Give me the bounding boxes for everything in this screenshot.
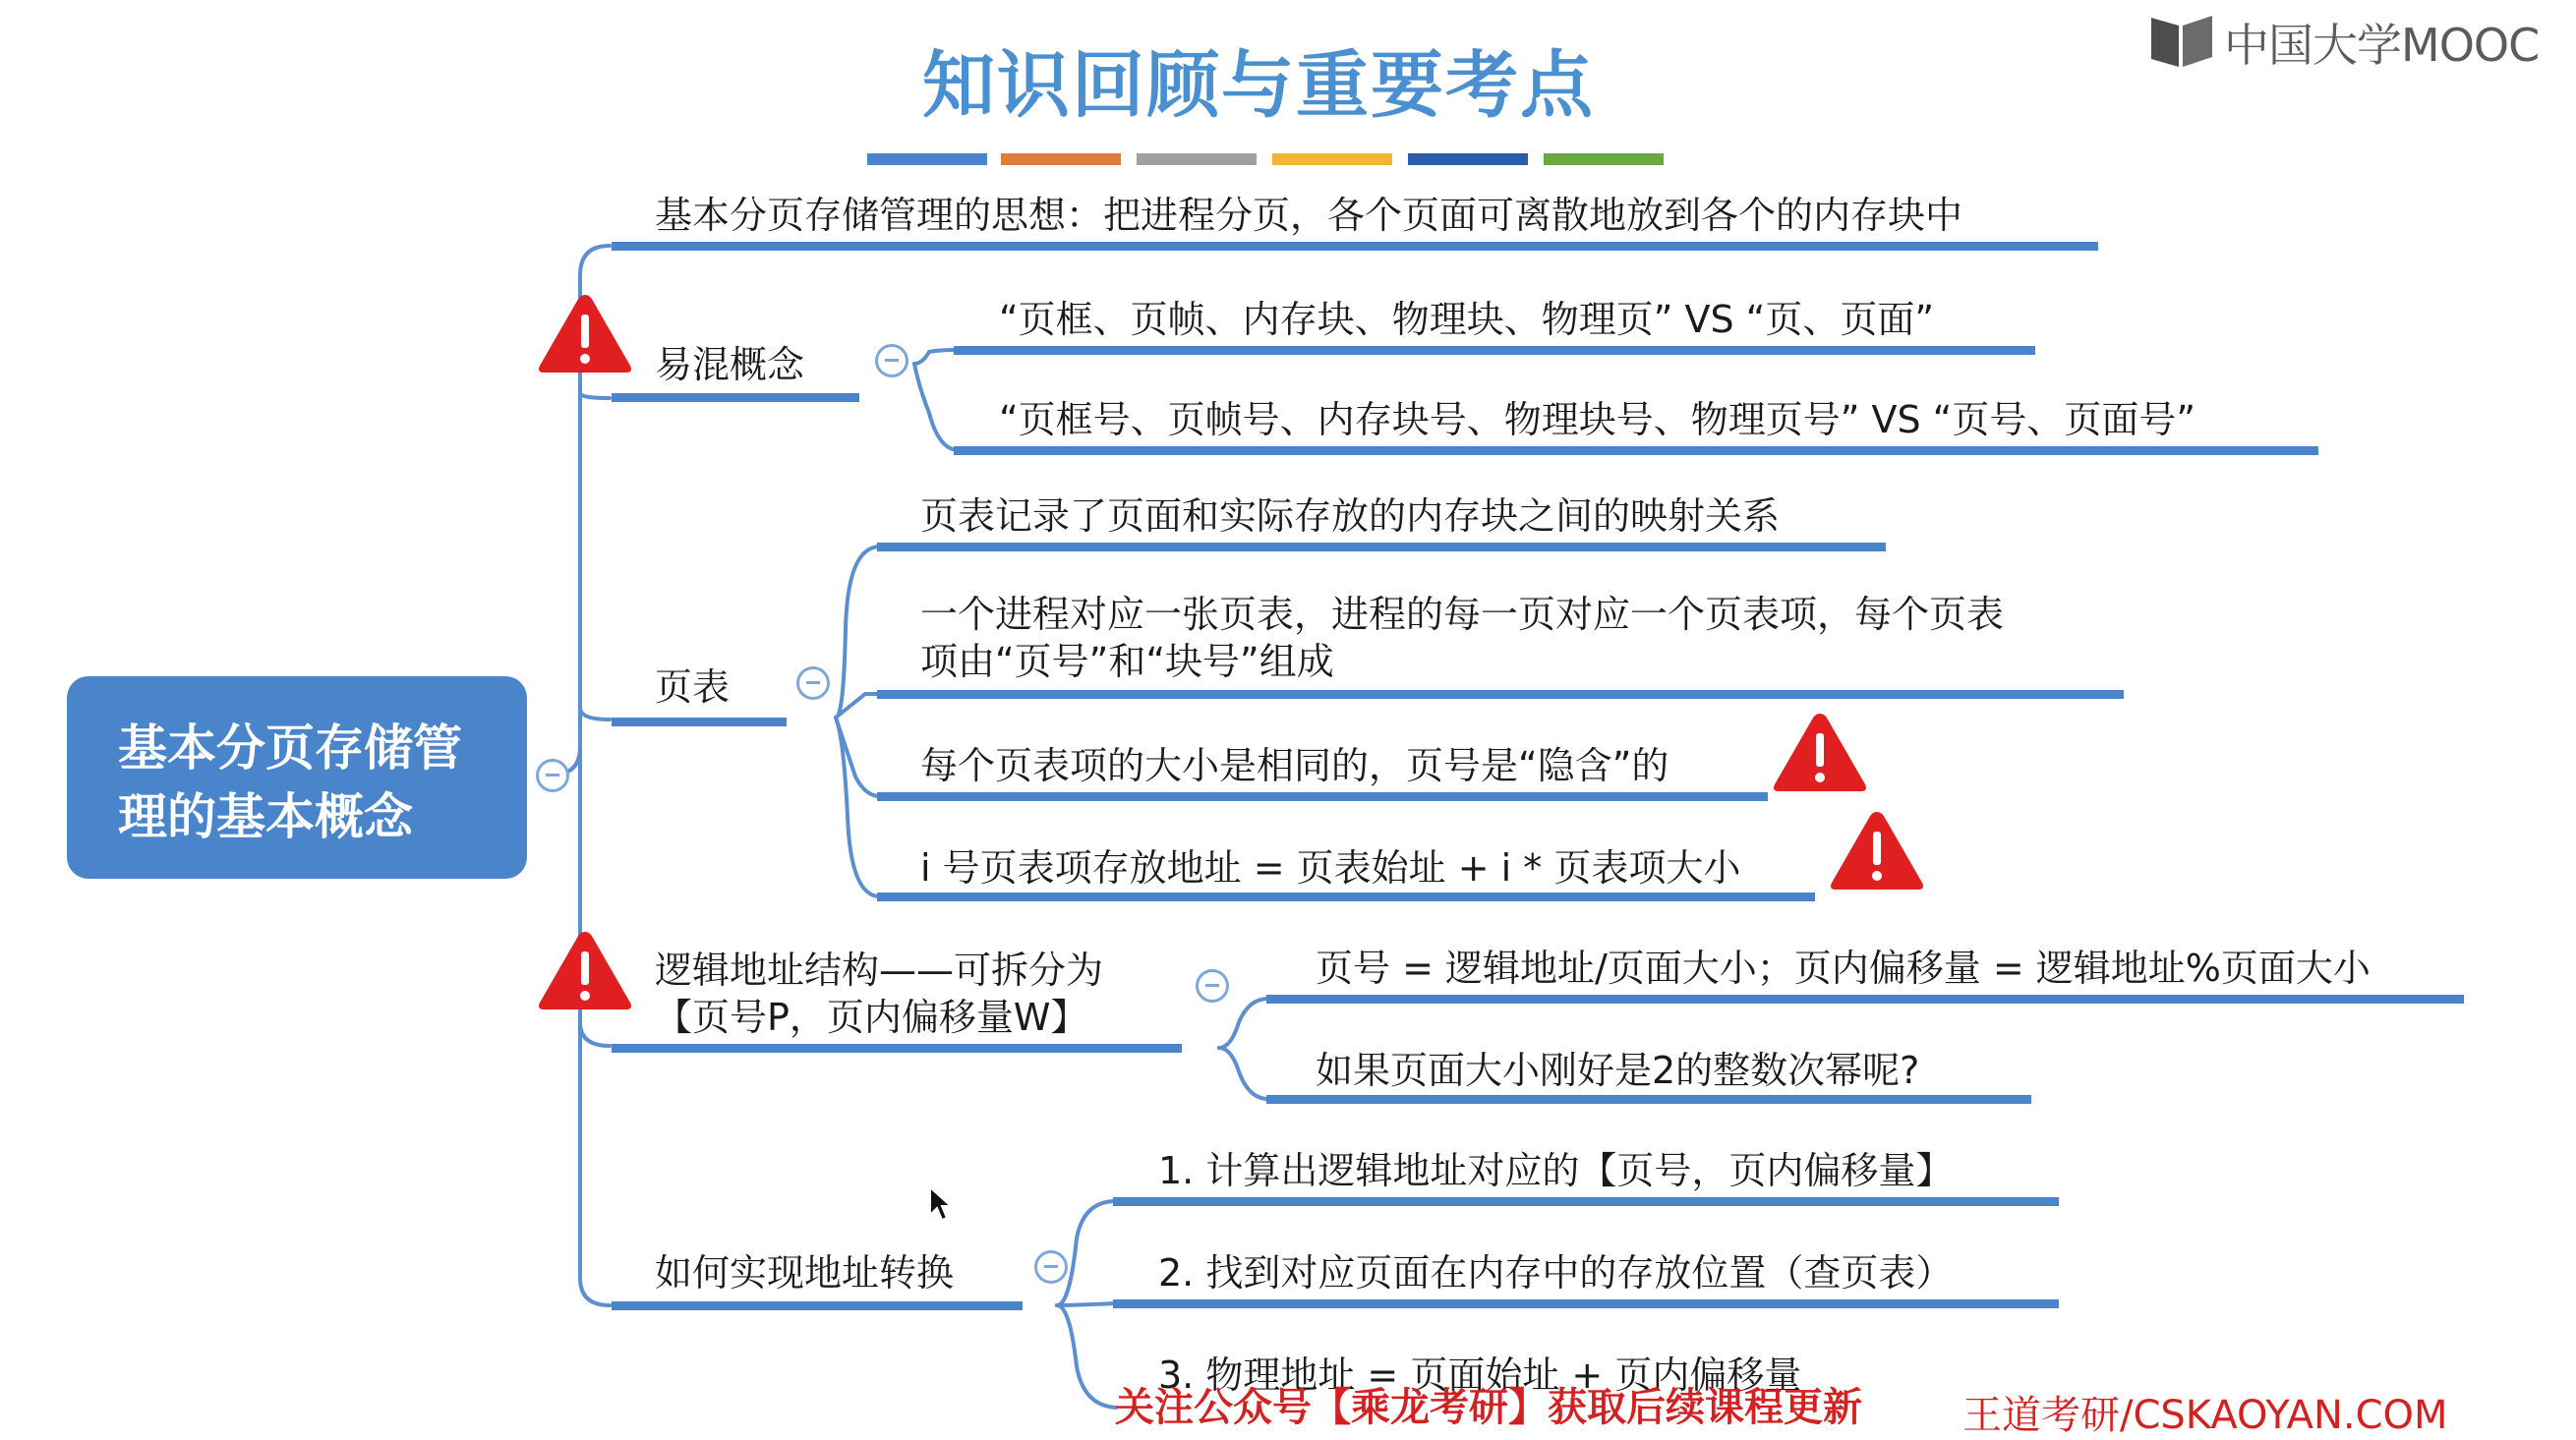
underline-logical <box>612 1044 1182 1053</box>
color-bar-6 <box>1544 153 1664 165</box>
collapse-page-table-button[interactable] <box>796 666 830 700</box>
color-bar-5 <box>1408 153 1528 165</box>
footer-notice: 关注公众号【乘龙考研】获取后续课程更新 <box>1115 1385 1862 1430</box>
page-table-item-2a: 一个进程对应一张页表，进程的每一页对应一个页表项，每个页表 <box>920 593 2005 636</box>
underline-tr-1 <box>1113 1197 2059 1206</box>
node-page-table: 页表 <box>655 665 731 709</box>
underline-pt-3 <box>877 792 1768 801</box>
logical-item-2: 如果页面大小刚好是2的整数次幂呢? <box>1316 1049 1920 1092</box>
translation-item-3: 3. 物理地址 = 页面始址 + 页内偏移量 <box>1158 1354 1802 1397</box>
page-table-item-3: 每个页表项的大小是相同的，页号是“隐含”的 <box>920 744 1669 787</box>
underline-confusing-1 <box>954 346 2035 355</box>
page-table-item-2b: 项由“页号”和“块号”组成 <box>920 640 1334 683</box>
node-idea: 基本分页存储管理的思想：把进程分页，各个页面可离散地放到各个的内存块中 <box>655 194 1963 237</box>
node-logical-line2: 【页号P，页内偏移量W】 <box>655 996 1088 1039</box>
color-bar-1 <box>867 153 987 165</box>
color-bar-2 <box>1001 153 1121 165</box>
page-table-item-4: i 号页表项存放地址 = 页表始址 + i * 页表项大小 <box>920 846 1741 890</box>
underline-logical-2 <box>1266 1095 2031 1104</box>
underline-logical-1 <box>1266 995 2464 1004</box>
confusing-item-2: “页框号、页帧号、内存块号、物理块号、物理页号” VS “页号、页面号” <box>999 398 2196 441</box>
collapse-root-button[interactable] <box>536 759 569 792</box>
underline-idea <box>612 242 2098 251</box>
collapse-confusing-button[interactable] <box>875 344 908 377</box>
color-bar-3 <box>1137 153 1257 165</box>
page-title: 知识回顾与重要考点 <box>922 43 1595 128</box>
logical-item-1: 页号 = 逻辑地址/页面大小；页内偏移量 = 逻辑地址%页面大小 <box>1316 947 2371 990</box>
footer-brand: 王道考研/CSKAOYAN.COM <box>1962 1393 2448 1438</box>
root-node[interactable] <box>67 676 527 879</box>
node-translation: 如何实现地址转换 <box>655 1251 955 1295</box>
underline-pt-2 <box>877 690 2124 699</box>
mouse-cursor-icon <box>928 1185 954 1227</box>
mooc-book-icon <box>2149 14 2216 71</box>
underline-pagetable <box>612 718 787 726</box>
mooc-logo <box>2149 10 2539 75</box>
underline-confusing <box>612 393 859 402</box>
underline-tr-2 <box>1113 1299 2059 1308</box>
translation-item-1: 1. 计算出逻辑地址对应的【页号，页内偏移量】 <box>1158 1149 1954 1192</box>
color-bar-4 <box>1272 153 1392 165</box>
warning-icon <box>1772 710 1868 798</box>
underline-confusing-2 <box>954 446 2318 455</box>
node-confusing: 易混概念 <box>655 343 805 386</box>
warning-icon <box>1829 808 1925 896</box>
warning-icon <box>537 928 633 1016</box>
root-node-label: 基本分页存储管理的基本概念 <box>118 720 462 845</box>
confusing-item-1: “页框、页帧、内存块、物理块、物理页” VS “页、页面” <box>999 298 1935 341</box>
collapse-logical-button[interactable] <box>1196 969 1229 1003</box>
collapse-translation-button[interactable] <box>1034 1250 1068 1284</box>
underline-translation <box>612 1301 1023 1310</box>
underline-pt-1 <box>877 543 1886 551</box>
page-table-item-1: 页表记录了页面和实际存放的内存块之间的映射关系 <box>920 494 1781 538</box>
node-logical-line1: 逻辑地址结构——可拆分为 <box>655 949 1104 992</box>
warning-icon <box>537 291 633 379</box>
logo-text: 中国大学MOOC <box>2224 19 2540 72</box>
underline-pt-4 <box>877 893 1815 901</box>
translation-item-2: 2. 找到对应页面在内存中的存放位置（查页表） <box>1158 1251 1954 1295</box>
